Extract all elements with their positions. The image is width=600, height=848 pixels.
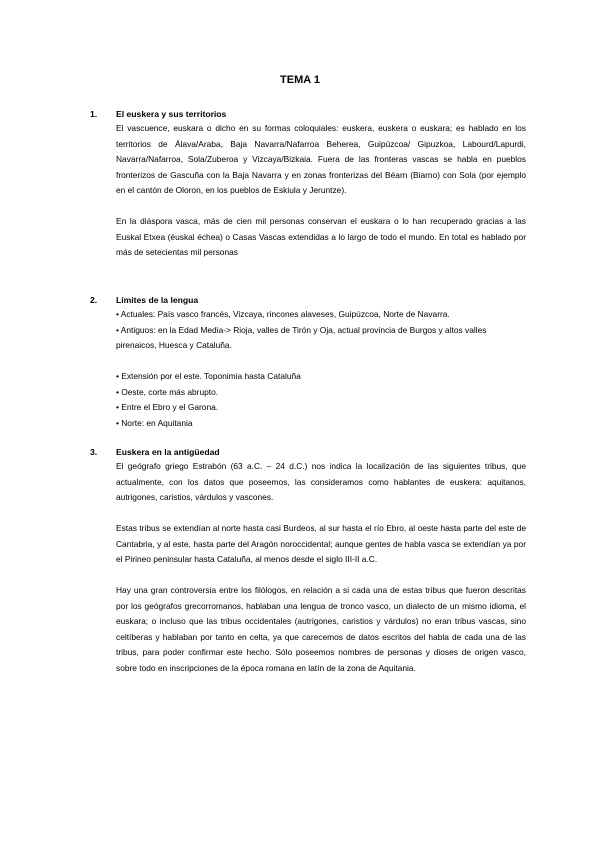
paragraph: Hay una gran controversia entre los filólogos, en relación a si cada una de estas tribus que fueron descritas por los geógrafos grecorromanos, hablaban una lengua de tronco vasco, un dialecto de un mismo idioma, el euskara; o incluso que las tribus occidentales (autrigones, caristios y várdulos) no eran tribus vascas, sino celtíberas y hablaban por tanto en celta, ya que carecemos de datos escritos del habla de cada una de las tribus, para poder confirmar este hecho. Sólo poseemos nombres de personas y dioses de origen vasco, sobre todo en inscripciones de la época romana en latín de la zona de Aquitania. <box>116 585 526 673</box>
section-heading <box>90 108 526 121</box>
list-item: • Oeste, corte más abrupto. <box>116 386 219 397</box>
section-title: El euskera y sus territorios <box>116 109 227 119</box>
section-heading <box>90 294 526 307</box>
section-title: Euskera en la antigüedad <box>116 447 220 457</box>
section-3 <box>90 446 526 676</box>
section-body <box>116 121 526 261</box>
paragraph: El vascuence, euskara o dicho en su formas coloquiales: euskera, euskera o euskara; es hablado en los territorios de Álava/Araba, Baja Navarra/Nafarroa Beherea, Guipúzcoa/ Gipuzkoa, Labourd/Lapurdi, Navarra/Nafarroa, Sola/Zuberoa y Vizcaya/Bizkaia. Fuera de las fronteras vascas se habla en pueblos fronterizos de Gascuña con la Baja Navarra y en zonas fronterizas del Béarn (Biarno) con Sola (por ejemplo en el cantón de Oloron, en los pueblos de Eskiula y Jeruntze). <box>116 123 526 195</box>
section-body <box>116 307 526 431</box>
list-item: • Actuales: País vasco francés, Vizcaya, rincones alaveses, Guipúzcoa, Norte de Navarra. <box>116 309 450 319</box>
section-number: 3. <box>90 447 98 457</box>
paragraph: En la diáspora vasca, más de cien mil personas conservan el euskara o lo han recuperado gracias a las Euskal Etxea (éuskal échea) o Casas Vascas extendidas a lo largo de todo el mundo. En total es hablado por más de setecientas mil personas <box>116 216 526 257</box>
paragraph: Estas tribus se extendían al norte hasta casi Burdeos, al sur hasta el río Ebro, al oeste hasta parte del este de Cantabria, y al este, hasta parte del Aragón noroccidental; aunque gentes de habla vasca se extendían ya por el Pirineo peninsular hasta Cataluña, al menos desde el siglo III-II a.C. <box>116 523 526 564</box>
section-number: 1. <box>90 109 98 119</box>
section-heading <box>90 446 526 459</box>
list-item: • Entre el Ebro y el Garona. <box>116 402 219 412</box>
list-item: • Norte: en Aquitania <box>116 417 193 428</box>
list-item: • Antiguos: en la Edad Media-> Rioja, valles de Tirón y Oja, actual provincia de Burgos y altos valles pirenaicos, Huesca y Cataluña. <box>116 324 487 350</box>
section-title: Límites de la lengua <box>116 295 199 305</box>
paragraph: El geógrafo griego Estrabón (63 a.C. – 24 d.C.) nos indica la localización de las siguientes tribus, que actualmente, con los datos que poseemos, las consideramos como hablantes de euskera: aquitanos, autrigones, caristios, várdulos y vascones. <box>116 461 526 502</box>
page-title: TEMA 1 <box>280 74 320 86</box>
section-body <box>116 459 526 676</box>
list-item: • Extensión por el este. Toponimia hasta Cataluña <box>116 371 301 381</box>
section-2 <box>90 294 526 431</box>
section-1 <box>90 108 526 261</box>
section-number: 2. <box>90 295 98 305</box>
